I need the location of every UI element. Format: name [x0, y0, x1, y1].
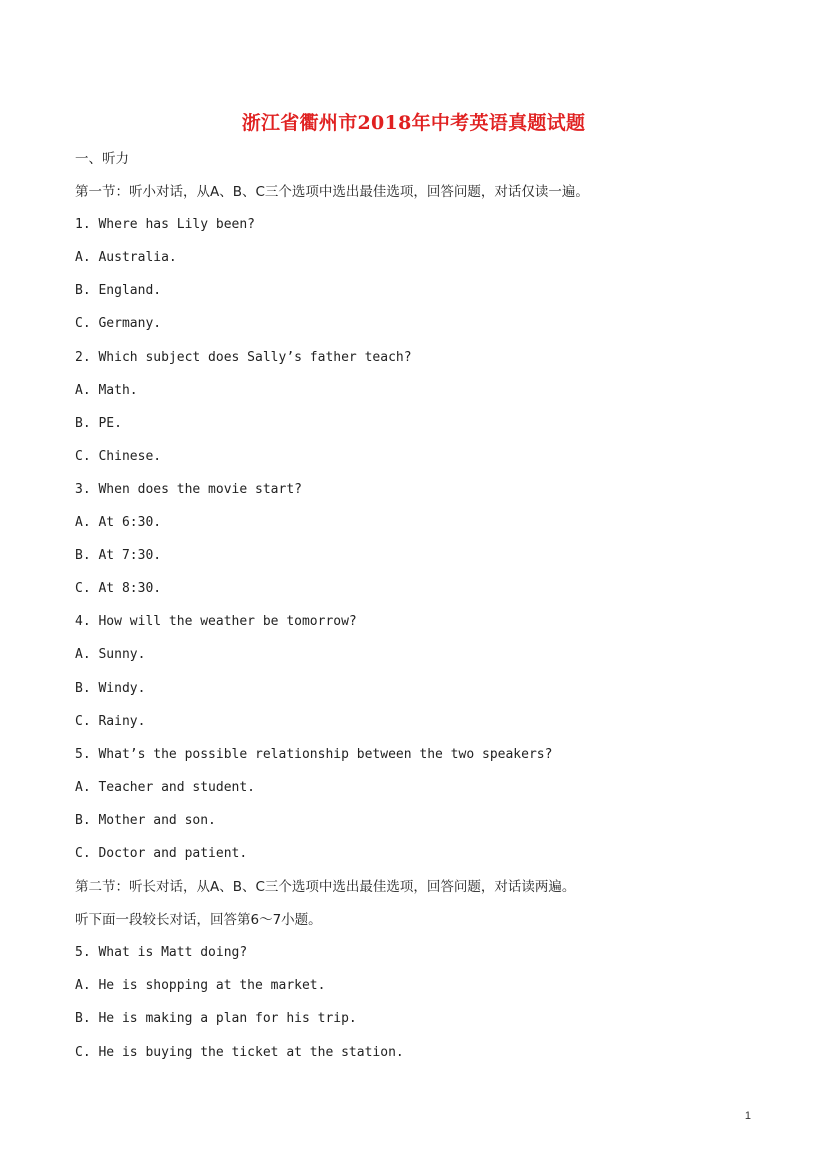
question-2-option-a: A. Math. [75, 382, 138, 398]
question-5-option-c: C. Doctor and patient. [75, 845, 248, 861]
question-4-option-b: B. Windy. [75, 680, 146, 696]
question-3: 3. When does the movie start? [75, 481, 302, 497]
document-body [75, 150, 755, 1077]
question-5-option-a: A. Teacher and student. [75, 779, 256, 795]
question-6-option-a: A. He is shopping at the market. [75, 978, 326, 994]
question-3-option-b: B. At 7:30. [75, 548, 162, 564]
question-3-option-a: A. At 6:30. [75, 515, 162, 531]
question-4: 4. How will the weather be tomorrow? [75, 614, 357, 630]
page-number: 1 [744, 1110, 751, 1122]
question-1-option-a: A. Australia. [75, 250, 177, 266]
question-6-option-b: B. He is making a plan for his trip. [75, 1011, 357, 1027]
question-2-option-c: C. Chinese. [75, 448, 162, 464]
question-2: 2. Which subject does Sally’s father teach? [75, 349, 412, 365]
question-4-option-c: C. Rainy. [75, 713, 146, 729]
question-3-option-c: C. At 8:30. [75, 581, 162, 597]
question-1-option-c: C. Germany. [75, 316, 162, 332]
page-title: 浙江省衢州市2018年中考英语真题试题 [241, 112, 586, 134]
section-heading: 一、听力 [75, 151, 129, 167]
question-1-option-b: B. England. [75, 283, 162, 299]
dialogue-instruction: 听下面一段较长对话，回答第6～7小题。 [75, 912, 322, 929]
question-6: 5. What is Matt doing? [75, 945, 248, 961]
question-1: 1. Where has Lily been? [75, 217, 256, 233]
section-instruction-2: 第二节：听长对话，从A、B、C三个选项中选出最佳选项，回答问题，对话读两遍。 [75, 879, 576, 896]
question-4-option-a: A. Sunny. [75, 647, 146, 663]
question-5: 5. What’s the possible relationship between the two speakers? [75, 746, 553, 762]
question-2-option-b: B. PE. [75, 415, 122, 431]
question-6-option-c: C. He is buying the ticket at the station. [75, 1044, 404, 1060]
section-instruction: 第一节：听小对话，从A、B、C三个选项中选出最佳选项，回答问题，对话仅读一遍。 [75, 184, 589, 201]
question-5-option-b: B. Mother and son. [75, 812, 216, 828]
